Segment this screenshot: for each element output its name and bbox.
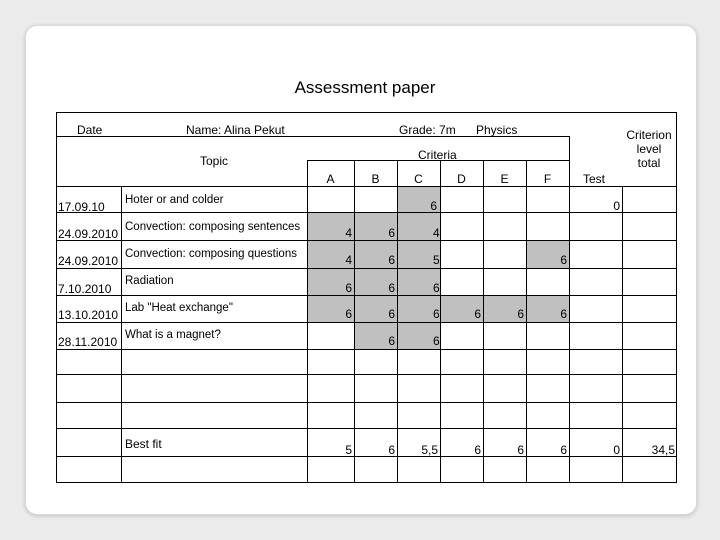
student-name: Name: Alina Pekut bbox=[186, 123, 285, 137]
row-date: 7.10.2010 bbox=[58, 282, 112, 296]
grid-line bbox=[56, 268, 677, 269]
grade-label: Grade: 7m bbox=[399, 123, 456, 137]
grid-line bbox=[56, 240, 677, 241]
criterion-total-line: level bbox=[636, 142, 662, 156]
score-cell: 5 bbox=[433, 253, 440, 267]
row-topic: Convection: composing sentences bbox=[125, 221, 301, 233]
row-topic: Lab "Heat exchange" bbox=[125, 302, 233, 314]
row-date: 13.10.2010 bbox=[58, 308, 119, 322]
test-cell: 0 bbox=[613, 199, 620, 213]
score-cell: 6 bbox=[560, 253, 567, 267]
row-topic: Hoter or and colder bbox=[125, 194, 224, 206]
grid-line bbox=[56, 295, 677, 296]
topic-header: Topic bbox=[200, 154, 229, 168]
page-title: Assessment paper bbox=[294, 78, 436, 97]
test-header: Test bbox=[583, 172, 606, 186]
score-cell: 6 bbox=[388, 281, 395, 295]
score-cell: 6 bbox=[388, 253, 395, 267]
criterion-d-header: D bbox=[457, 172, 466, 186]
criterion-f-header: F bbox=[543, 172, 552, 186]
best-fit-score: 5,5 bbox=[421, 443, 438, 457]
grid-line bbox=[483, 160, 484, 483]
grid-line bbox=[56, 186, 677, 187]
best-fit-score: 5 bbox=[345, 443, 352, 457]
score-cell: 6 bbox=[388, 307, 395, 321]
criterion-c-header: C bbox=[414, 172, 423, 186]
score-cell: 4 bbox=[345, 253, 352, 267]
best-fit-score: 6 bbox=[560, 443, 567, 457]
grid-line bbox=[56, 374, 677, 375]
score-cell: 6 bbox=[345, 307, 352, 321]
criteria-header: Criteria bbox=[418, 148, 457, 162]
row-topic: Radiation bbox=[125, 275, 174, 287]
score-cell: 6 bbox=[388, 226, 395, 240]
row-date: 28.11.2010 bbox=[58, 335, 118, 349]
table-border bbox=[56, 112, 677, 113]
criterion-total-line: total bbox=[637, 156, 661, 170]
best-fit-score: 6 bbox=[474, 443, 481, 457]
score-cell: 6 bbox=[433, 307, 440, 321]
score-cell: 4 bbox=[433, 226, 440, 240]
grid-line bbox=[56, 322, 677, 323]
grid-line bbox=[307, 160, 308, 483]
score-cell: 4 bbox=[345, 226, 352, 240]
grid-line bbox=[622, 186, 623, 483]
criterion-total-header bbox=[620, 128, 678, 170]
criterion-b-header: B bbox=[371, 172, 380, 186]
grid-line bbox=[569, 136, 570, 483]
row-date: 17.09.10 bbox=[58, 200, 105, 214]
row-topic: Convection: composing questions bbox=[125, 248, 297, 260]
grid-line bbox=[526, 160, 527, 483]
grid-line bbox=[440, 160, 441, 483]
subject-label: Physics bbox=[476, 123, 518, 137]
row-date: 24.09.2010 bbox=[58, 254, 119, 268]
date-header: Date bbox=[77, 123, 103, 137]
score-cell: 6 bbox=[430, 199, 437, 213]
row-topic: What is a magnet? bbox=[125, 329, 221, 341]
best-fit-score: 6 bbox=[517, 443, 524, 457]
score-cell: 6 bbox=[433, 281, 440, 295]
criterion-e-header: E bbox=[500, 172, 509, 186]
grid-line bbox=[354, 160, 355, 483]
best-fit-label: Best fit bbox=[125, 437, 162, 451]
score-cell: 6 bbox=[388, 334, 395, 348]
grid-line bbox=[56, 428, 677, 429]
best-fit-score: 6 bbox=[388, 443, 395, 457]
grid-line bbox=[56, 402, 677, 403]
row-date: 24.09.2010 bbox=[58, 227, 119, 241]
best-fit-test: 0 bbox=[613, 443, 620, 457]
score-cell: 6 bbox=[433, 334, 440, 348]
criterion-a-header: A bbox=[326, 172, 335, 186]
grid-line bbox=[121, 186, 122, 483]
best-fit-total: 34,5 bbox=[651, 443, 675, 457]
score-cell: 6 bbox=[345, 281, 352, 295]
table-border bbox=[56, 482, 677, 483]
grid-line bbox=[56, 349, 677, 350]
score-cell: 6 bbox=[560, 307, 567, 321]
score-cell: 6 bbox=[517, 307, 524, 321]
criterion-total-line: Criterion bbox=[626, 128, 672, 142]
score-cell: 6 bbox=[474, 307, 481, 321]
